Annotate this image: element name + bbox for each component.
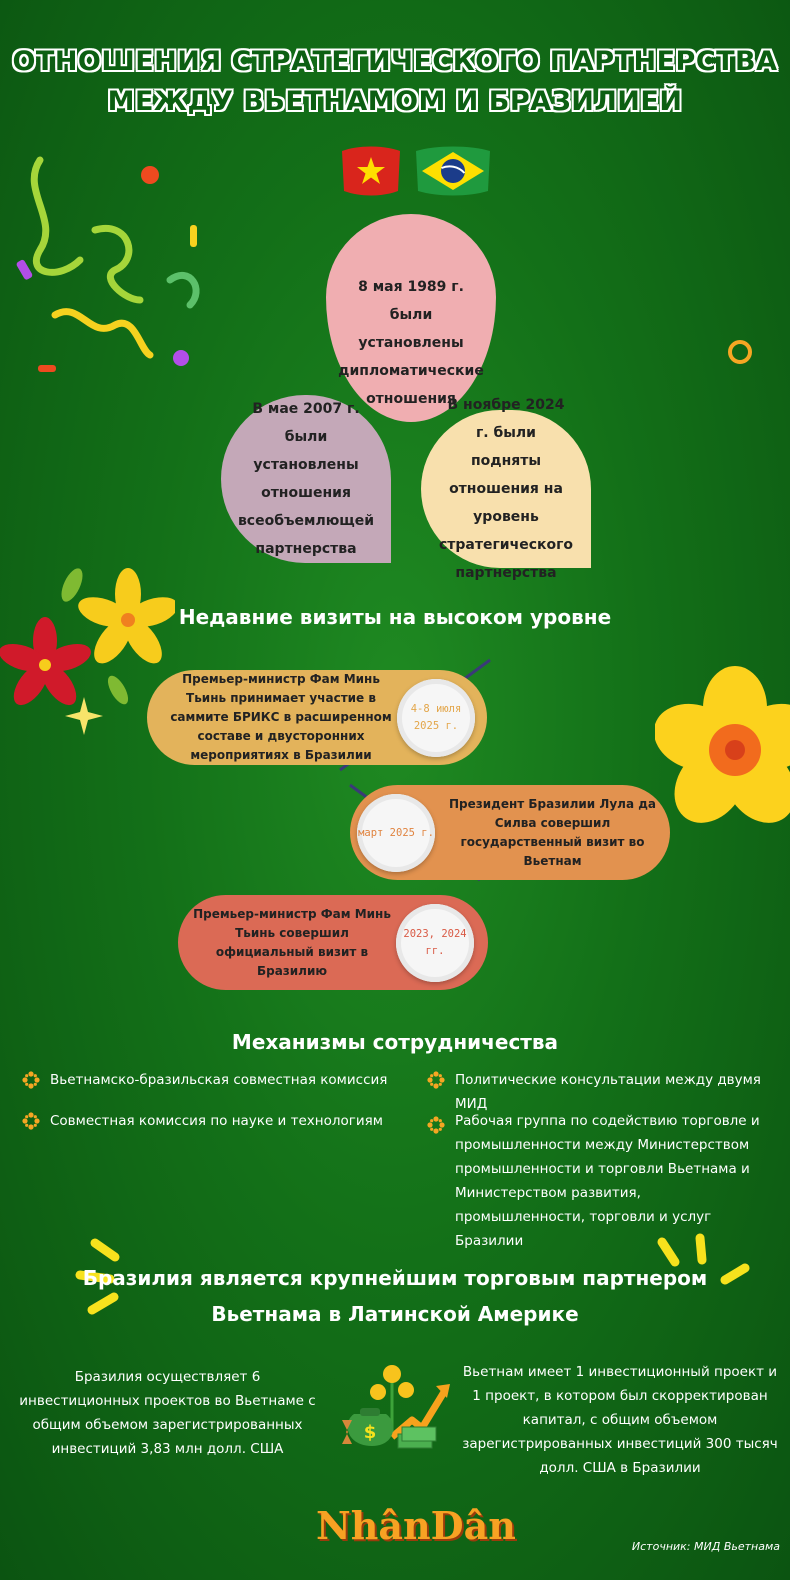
milestone-2024-text: В ноябре 2024 г. были подняты отношения на уровень стратегического партнерства <box>438 397 574 581</box>
flower-right-decoration <box>655 665 790 840</box>
visit-1-date-badge <box>397 679 475 757</box>
svg-text:$: $ <box>363 1422 377 1443</box>
bullet-dots-icon <box>427 1071 445 1089</box>
source-text: Источник: МИД Вьетнама <box>631 1540 780 1553</box>
money-bag-growth-icon <box>332 1362 454 1452</box>
visits-heading: Недавние визиты на высоком уровне <box>178 605 612 629</box>
milestone-2007 <box>221 395 391 563</box>
trade-right-text: Вьетнам имеет 1 инвестиционный проект и 1 проект, в котором был скорректирован капитал, с общим объемом зарегистрированных инвестиций 300 тысяч долл. США в Бразилии <box>462 1364 778 1476</box>
page-title <box>0 42 790 122</box>
mechanism-right-1: Политические консультации между двумя МИД <box>455 1072 761 1112</box>
visit-1-text: Премьер-министр Фам Минь Тьинь принимает участие в саммите БРИКС в расширенном составе и двусторонних мероприятиях в Бразилии <box>170 672 392 762</box>
bullet-dots-icon <box>22 1112 40 1130</box>
trade-heading-line-1: Бразилия является крупнейшим торговым партнером <box>82 1266 708 1290</box>
milestone-2007-text: В мае 2007 г. были установлены отношения всеобъемлющей партнерства <box>237 401 375 557</box>
visit-2-text: Президент Бразилии Лула да Силва совершил государственный визит во Вьетнам <box>448 796 657 868</box>
mechanism-left-2: Совместная комиссия по науке и технологиям <box>50 1113 383 1129</box>
mechanism-right-2: Рабочая группа по содействию торговле и промышленности между Министерством промышленности и торговли Вьетнама и Министерством развития, промышленности, торговли и услуг Бразилии <box>455 1113 760 1249</box>
bullet-dots-icon <box>22 1071 40 1089</box>
nhandan-logo: NhânDân <box>316 1503 516 1548</box>
mechanisms-heading: Механизмы сотрудничества <box>231 1030 559 1054</box>
milestone-1989-text: 8 мая 1989 г. были установлены дипломатические отношения <box>338 279 484 407</box>
bullet-dots-icon <box>427 1116 445 1134</box>
visit-2-date: март 2025 г. <box>358 826 434 839</box>
mechanism-left-1: Вьетнамско-бразильская совместная комиссия <box>50 1072 388 1088</box>
vietnam-flag-icon <box>338 145 404 197</box>
title-line-2: МЕЖДУ ВЬЕТНАМОМ И БРАЗИЛИЕЙ <box>107 86 683 117</box>
visit-3-text: Премьер-министр Фам Минь Тьинь совершил официальный визит в Бразилию <box>193 906 391 978</box>
visit-2-date-badge <box>357 794 435 872</box>
title-line-1: ОТНОШЕНИЯ СТРАТЕГИЧЕСКОГО ПАРТНЕРСТВА <box>12 46 778 77</box>
brazil-flag-icon <box>412 145 494 197</box>
trade-left-text: Бразилия осуществляет 6 инвестиционных проектов во Вьетнаме с общим объемом зарегистрированных инвестиций 3,83 млн долл. США <box>19 1369 316 1457</box>
visit-1-date: 4-8 июля 2025 г. <box>410 703 462 732</box>
trade-heading-line-2: Вьетнама в Латинской Америке <box>211 1302 579 1326</box>
firework-decoration <box>600 240 790 480</box>
confetti-decoration <box>0 150 230 390</box>
milestone-2024 <box>421 397 591 581</box>
visit-3-date: 2023, 2024 гг. <box>403 928 467 957</box>
visit-3-date-badge <box>396 904 474 982</box>
trade-heading <box>0 1260 790 1332</box>
